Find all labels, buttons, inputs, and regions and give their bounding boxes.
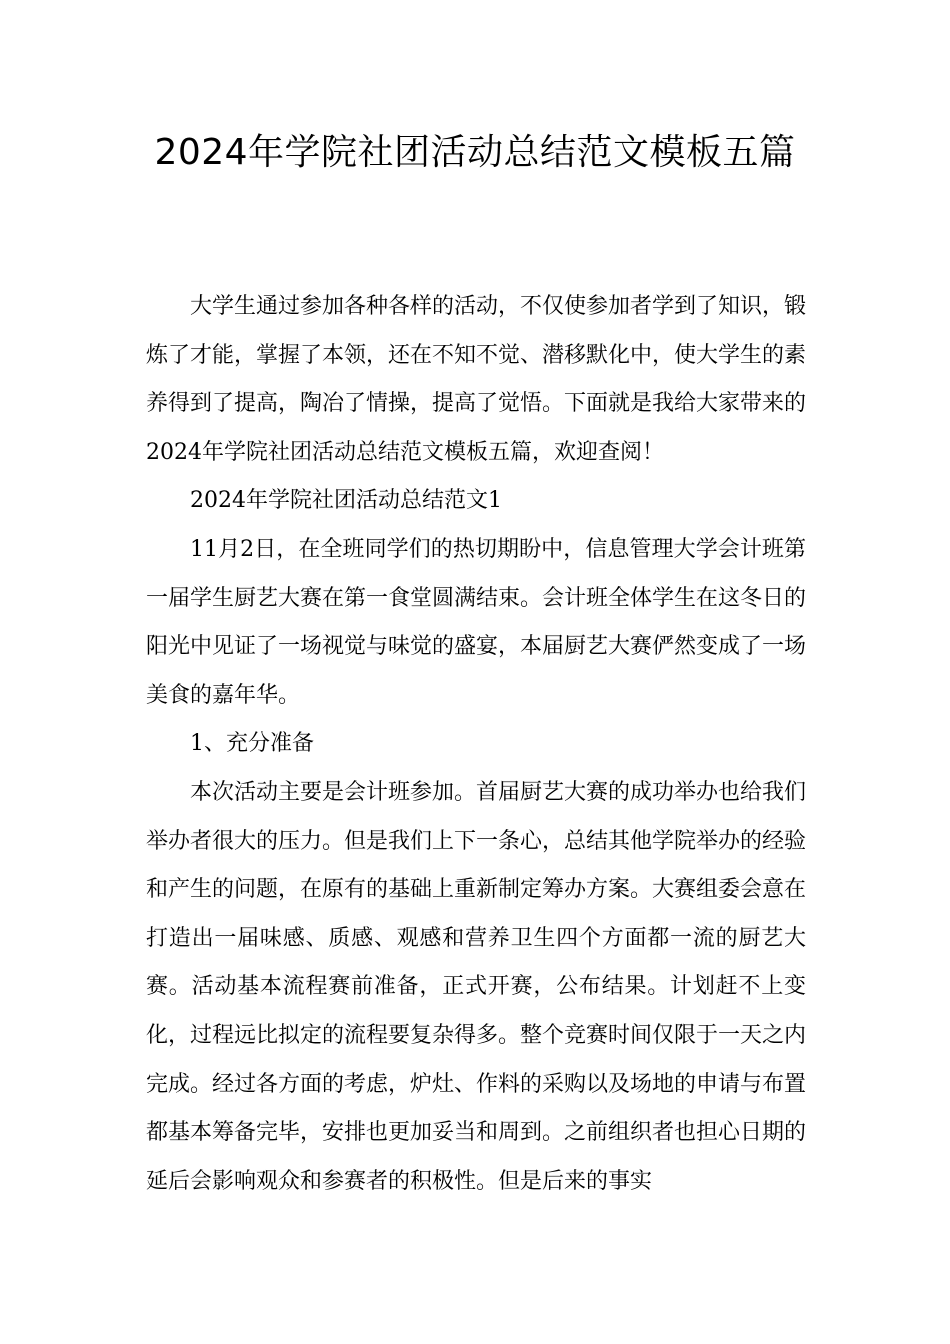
event-summary-paragraph: 11月2日，在全班同学们的热切期盼中，信息管理大学会计班第一届学生厨艺大赛在第一食堂圆满结束。会计班全体学生在这冬日的阳光中见证了一场视觉与味觉的盛宴，本届厨艺大赛俨然变成了一场美食的嘉年华。 bbox=[146, 536, 807, 708]
subheading-preparation: 1、充分准备 bbox=[190, 731, 314, 757]
section-heading-sample-1: 2024年学院社团活动总结范文1 bbox=[190, 488, 502, 514]
preparation-paragraph: 本次活动主要是会计班参加。首届厨艺大赛的成功举办也给我们举办者很大的压力。但是我们上下一条心，总结其他学院举办的经验和产生的问题，在原有的基础上重新制定筹办方案。大赛组委会意在打造出一届味感、质感、观感和营养卫生四个方面都一流的厨艺大赛。活动基本流程赛前准备，正式开赛，公布结果。计划赶不上变化，过程远比拟定的流程要复杂得多。整个竞赛时间仅限于一天之内完成。经过各方面的考虑，炉灶、作料的采购以及场地的申请与布置都基本筹备完毕，安排也更加妥当和周到。之前组织者也担心日期的延后会影响观众和参赛者的积极性。但是后来的事实 bbox=[146, 779, 807, 1194]
intro-paragraph: 大学生通过参加各种各样的活动，不仅使参加者学到了知识，锻炼了才能，掌握了本领，还在不知不觉、潜移默化中，使大学生的素养得到了提高，陶冶了情操，提高了觉悟。下面就是我给大家带来的2024年学院社团活动总结范文模板五篇，欢迎查阅！ bbox=[146, 294, 807, 465]
document-title: 2024年学院社团活动总结范文模板五篇 bbox=[154, 132, 796, 173]
document-body bbox=[146, 283, 806, 1206]
